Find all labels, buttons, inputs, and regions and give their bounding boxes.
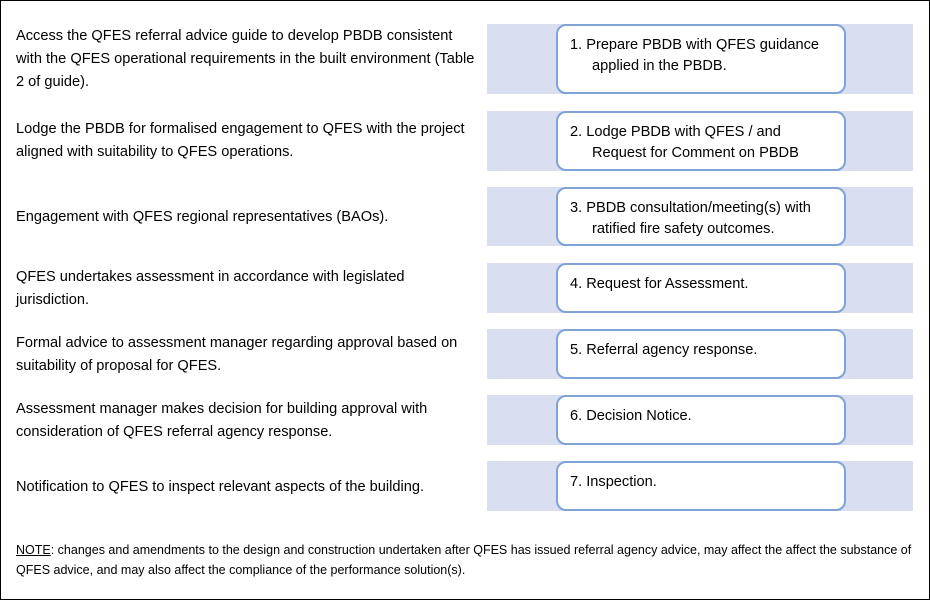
step-box-6 [556, 395, 846, 445]
step-box-text: 7. Inspection. [570, 474, 657, 490]
step-description-5 [16, 332, 481, 378]
step-description-2 [16, 118, 481, 164]
step-box-text: 6. Decision Notice. [570, 408, 692, 424]
note [16, 540, 916, 580]
step-box-4 [556, 263, 846, 313]
step-box-text: 5. Referral agency response. [570, 342, 758, 358]
step-description-1 [16, 25, 481, 94]
step-description-text: Lodge the PBDB for formalised engagement to QFES with the project aligned with suitability to QFES operations. [16, 121, 465, 160]
step-description-text: Engagement with QFES regional representatives (BAOs). [16, 208, 389, 225]
step-description-3 [16, 205, 481, 229]
step-box-text: 1. Prepare PBDB with QFES guidance applied in the PBDB. [570, 37, 820, 74]
step-description-7 [16, 475, 481, 499]
note-text: : changes and amendments to the design and construction undertaken after QFES has issued referral agency advice, may affect the affect the substance of QFES advice, and may also affect the compliance of the performance solution(s). [16, 543, 912, 577]
step-box-text: 3. PBDB consultation/meeting(s) with ratified fire safety outcomes. [570, 200, 811, 237]
step-box-1 [556, 24, 846, 94]
step-box-5 [556, 329, 846, 379]
step-box-text: 2. Lodge PBDB with QFES / and Request for Comment on PBDB [570, 124, 799, 161]
step-description-4 [16, 266, 481, 312]
step-description-text: Access the QFES referral advice guide to develop PBDB consistent with the QFES operational requirements in the built environment (Table 2 of guide). [16, 28, 475, 90]
step-box-text: 4. Request for Assessment. [570, 276, 749, 292]
note-label: NOTE [16, 543, 51, 557]
step-description-text: Assessment manager makes decision for building approval with consideration of QFES referral agency response. [16, 401, 428, 440]
step-description-6 [16, 398, 481, 444]
step-description-text: Formal advice to assessment manager regarding approval based on suitability of proposal for QFES. [16, 335, 458, 374]
step-description-text: Notification to QFES to inspect relevant aspects of the building. [16, 478, 425, 495]
step-box-2 [556, 111, 846, 171]
step-box-7 [556, 461, 846, 511]
step-box-3 [556, 187, 846, 246]
step-description-text: QFES undertakes assessment in accordance with legislated jurisdiction. [16, 269, 405, 308]
